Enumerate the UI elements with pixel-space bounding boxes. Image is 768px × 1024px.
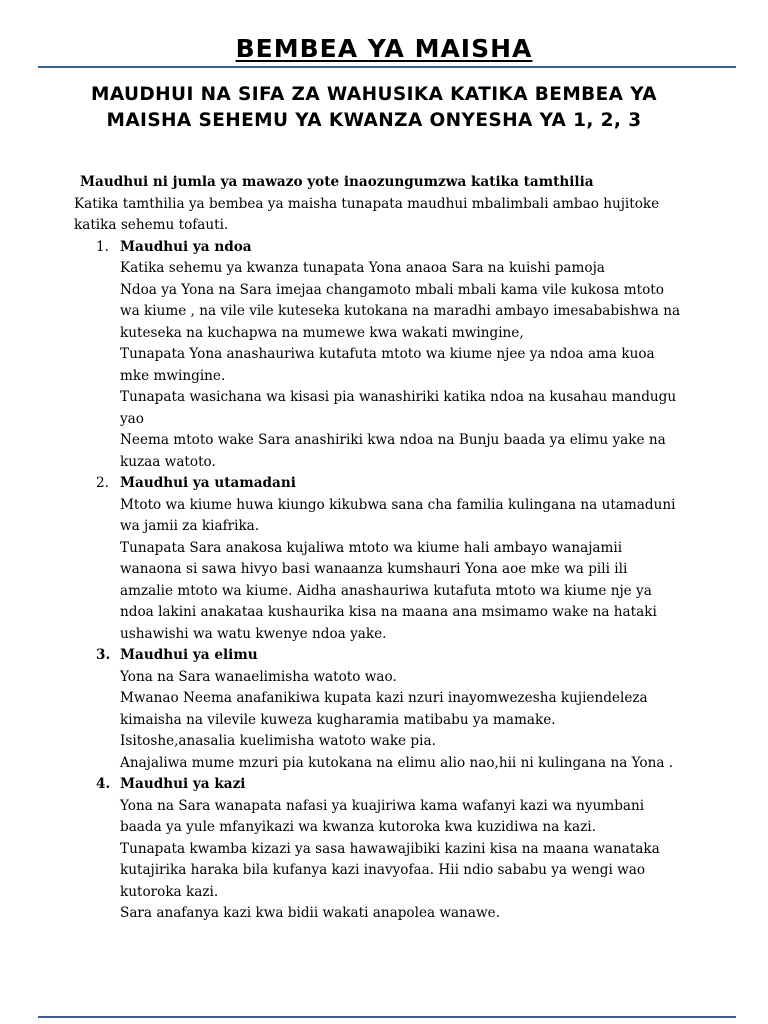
theme-paragraph: Tunapata Yona anashauriwa kutafuta mtoto wa kiume njee ya ndoa ama kuoa mke mwingine. xyxy=(120,346,655,384)
theme-paragraph: Tunapata Sara anakosa kujaliwa mtoto wa kiume hali ambayo wanajamii wanaona si sawa hivyo basi wanaanza kumshauri Yona aoe mke wa pili ili amzalie mtoto wa kiume. Aidha anashauriwa kutafuta mtoto wa kiume nje ya ndoa lakini anakataa kushaurika kisa na maana ana msimamo wake na hataki ushawishi wa watu kwenye ndoa yake. xyxy=(120,539,657,642)
footer-divider xyxy=(38,1016,736,1018)
theme-paragraph: Ndoa ya Yona na Sara imejaa changamoto mbali mbali kama vile kukosa mtoto wa kiume , na vile vile kuteseka kutokana na maradhi ambayo imesababishwa na kuteseka na kuchapwa na mumewe kwa wakati mwingine, xyxy=(120,281,681,341)
theme-paragraph: Yona na Sara wanapata nafasi ya kuajiriwa kama wafanyi kazi wa nyumbani baada ya yule mfanyikazi wa kwanza kutoroka kwa kuzidiwa na kazi. xyxy=(120,797,645,835)
themes-list xyxy=(74,237,684,925)
theme-paragraph: Sara anafanya kazi kwa bidii wakati anapolea wanawe. xyxy=(120,905,501,921)
theme-paragraph: Mtoto wa kiume huwa kiungo kikubwa sana cha familia kulingana na utamaduni wa jamii za kiafrika. xyxy=(120,496,676,534)
theme-paragraph: Tunapata wasichana wa kisasi pia wanashiriki katika ndoa na kusahau mandugu yao xyxy=(120,389,677,427)
document-body xyxy=(74,172,684,925)
definition-text: Maudhui ni jumla ya mawazo yote inaozungumzwa katika tamthilia xyxy=(80,174,594,190)
theme-paragraph: Anajaliwa mume mzuri pia kutokana na elimu alio nao,hii ni kulingana na Yona . xyxy=(120,754,674,771)
theme-item xyxy=(74,473,684,645)
theme-number: 4. xyxy=(96,776,111,792)
header-divider xyxy=(38,66,736,68)
theme-paragraph: Katika sehemu ya kwanza tunapata Yona anaoa Sara na kuishi pamoja xyxy=(120,260,605,276)
theme-title: Maudhui ya elimu xyxy=(120,647,258,663)
theme-number: 2. xyxy=(96,475,109,491)
theme-item xyxy=(74,645,684,774)
theme-title: Maudhui ya utamadani xyxy=(120,475,296,491)
theme-number: 1. xyxy=(96,238,109,255)
theme-paragraph: Yona na Sara wanaelimisha watoto wao. xyxy=(120,668,397,685)
theme-number: 3. xyxy=(96,647,111,663)
document-title: BEMBEA YA MAISHA xyxy=(235,34,533,63)
theme-paragraph: Isitoshe,anasalia kuelimisha watoto wake pia. xyxy=(120,733,436,749)
theme-paragraph: Mwanao Neema anafanikiwa kupata kazi nzuri inayomwezesha kujiendeleza kimaisha na vilevile kuweza kugharamia matibabu ya mamake. xyxy=(120,690,648,728)
theme-paragraph: Neema mtoto wake Sara anashiriki kwa ndoa na Bunju baada ya elimu yake na kuzaa watoto. xyxy=(120,432,666,470)
theme-item xyxy=(74,237,684,474)
intro-text: Katika tamthilia ya bembea ya maisha tunapata maudhui mbalimbali ambao hujitoke katika sehemu tofauti. xyxy=(74,195,660,233)
document-subtitle: MAUDHUI NA SIFA ZA WAHUSIKA KATIKA BEMBEA YA MAISHA SEHEMU YA KWANZA ONYESHA YA 1, 2, 3 xyxy=(91,84,657,131)
theme-title: Maudhui ya ndoa xyxy=(120,238,252,255)
theme-title: Maudhui ya kazi xyxy=(120,776,246,792)
theme-item xyxy=(74,774,684,925)
theme-paragraph: Tunapata kwamba kizazi ya sasa hawawajibiki kazini kisa na maana wanataka kutajirika haraka bila kufanya kazi inavyofaa. Hii ndio sababu ya wengi wao kutoroka kazi. xyxy=(120,840,660,900)
